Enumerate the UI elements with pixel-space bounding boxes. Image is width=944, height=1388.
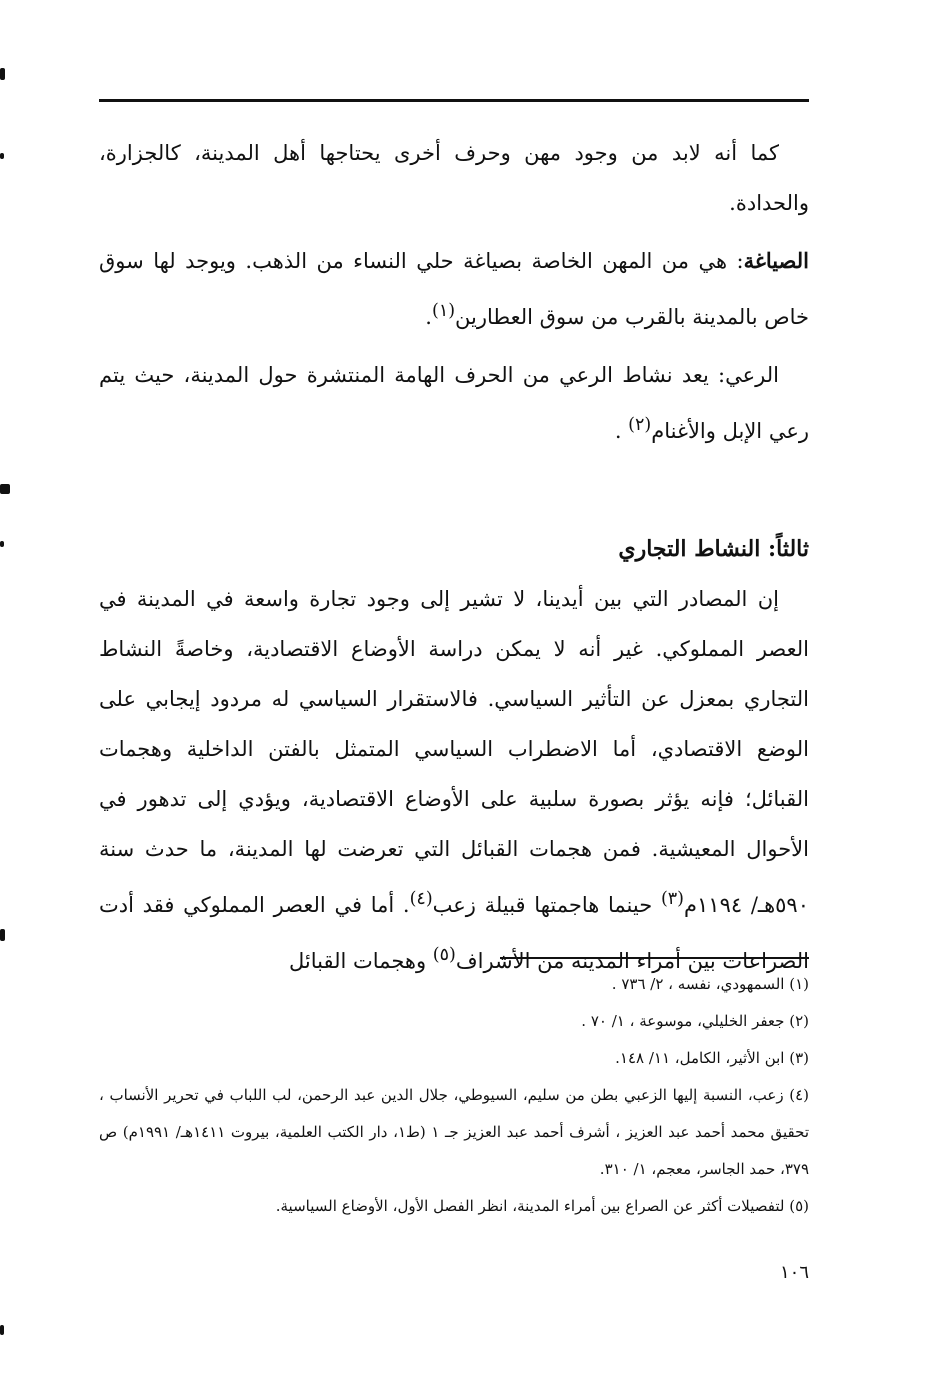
goldsmithing-text: : هي من المهن الخاصة بصياغة حلي النساء من الذهب. ويوجد لها سوق خاص بالمدينة بالقرب من سوق العطارين [99,249,809,329]
footnote-3: (٣) ابن الأثير، الكامل، ١١/ ١٤٨. [615,1049,809,1067]
footnote-ref-2: (٢) [628,415,652,435]
goldsmithing-end: . [425,305,432,329]
trade-text-d: وهجمات القبائل [289,949,433,973]
scan-edge-mark [0,484,10,494]
footnotes [99,966,809,1225]
footnote-ref-1: (١) [431,301,456,321]
scan-edge-mark [0,929,5,941]
paragraph-crafts [99,128,809,228]
trade-text-b: حينما هاجمتها قبيلة زعب [432,893,661,917]
footnote-2: (٢) جعفر الخليلي، موسوعة ، ١/ ٧٠ . [581,1012,809,1030]
trade-text-c: . أما في العصر المملوكي فقد أدت الصراعات بين أمراء المدينة من الأشراف [99,893,809,973]
paragraph-crafts-text: كما أنه لابد من وجود مهن وحرف أخرى يحتاجها أهل المدينة، كالجزارة، والحدادة. [99,141,809,215]
trade-text-a: إن المصادر التي بين أيدينا، لا تشير إلى وجود تجارة واسعة في المدينة في العصر المملوكي. غير أنه لا يمكن دراسة الأوضاع الاقتصادية، وخاصةً النشاط التجاري بمعزل عن التأثير السياسي. فالاستقرار السياسي له مردود إيجابي على الوضع الاقتصادي، أما الاضطراب السياسي المتمثل بالفتن الداخلية وهجمات القبائل؛ فإنه يؤثر بصورة سلبية على الأوضاع الاقتصادية، ويؤدي إلى تدهور في الأحوال المعيشية. فمن هجمات القبائل التي تعرضت لها المدينة، ما حدث سنة ٥٩٠هـ/ ١١٩٤م [99,587,809,917]
footnote-1: (١) السمهودي، نفسه ، ٢/ ٧٣٦ . [611,975,809,993]
paragraph-grazing [99,350,809,456]
footnote-ref-3: (٣) [660,889,684,909]
scan-edge-mark [0,68,5,80]
footnote-separator [500,957,809,959]
header-rule [99,99,809,102]
term-goldsmithing: الصياغة [743,248,809,273]
section-heading: ثالثاً: النشاط التجاري [618,536,809,562]
paragraph-trade [99,574,809,986]
footnote-4: (٤) زعب، النسبة إليها الزعبي بطن من سليم، السيوطي، جلال الدين عبد الرحمن، لب اللباب في تحرير الأنساب ، تحقيق محمد أحمد عبد العزيز ، أشرف أحمد عبد العزيز جـ ١ (ط١، دار الكتب العلمية، بيروت ١٤١١هـ/ ١٩٩١م) ص ٣٧٩، حمد الجاسر، معجم، ١/ ٣١٠. [99,1086,809,1178]
footnote-5: (٥) لتفصيلات أكثر عن الصراع بين أمراء المدينة، انظر الفصل الأول، الأوضاع السياسية. [275,1197,809,1215]
paragraph-goldsmithing [99,236,809,342]
footnote-ref-4: (٤) [409,889,433,909]
scan-edge-mark [0,541,4,547]
grazing-end: . [614,419,629,443]
main-text [99,128,809,986]
scan-edge-mark [0,153,4,159]
footnote-ref-5: (٥) [432,945,456,965]
scan-edge-mark [0,1325,4,1335]
page-number: ١٠٦ [779,1262,809,1283]
grazing-text: الرعي: يعد نشاط الرعي من الحرف الهامة المنتشرة حول المدينة، حيث يتم رعي الإبل والأغنام [99,363,809,443]
